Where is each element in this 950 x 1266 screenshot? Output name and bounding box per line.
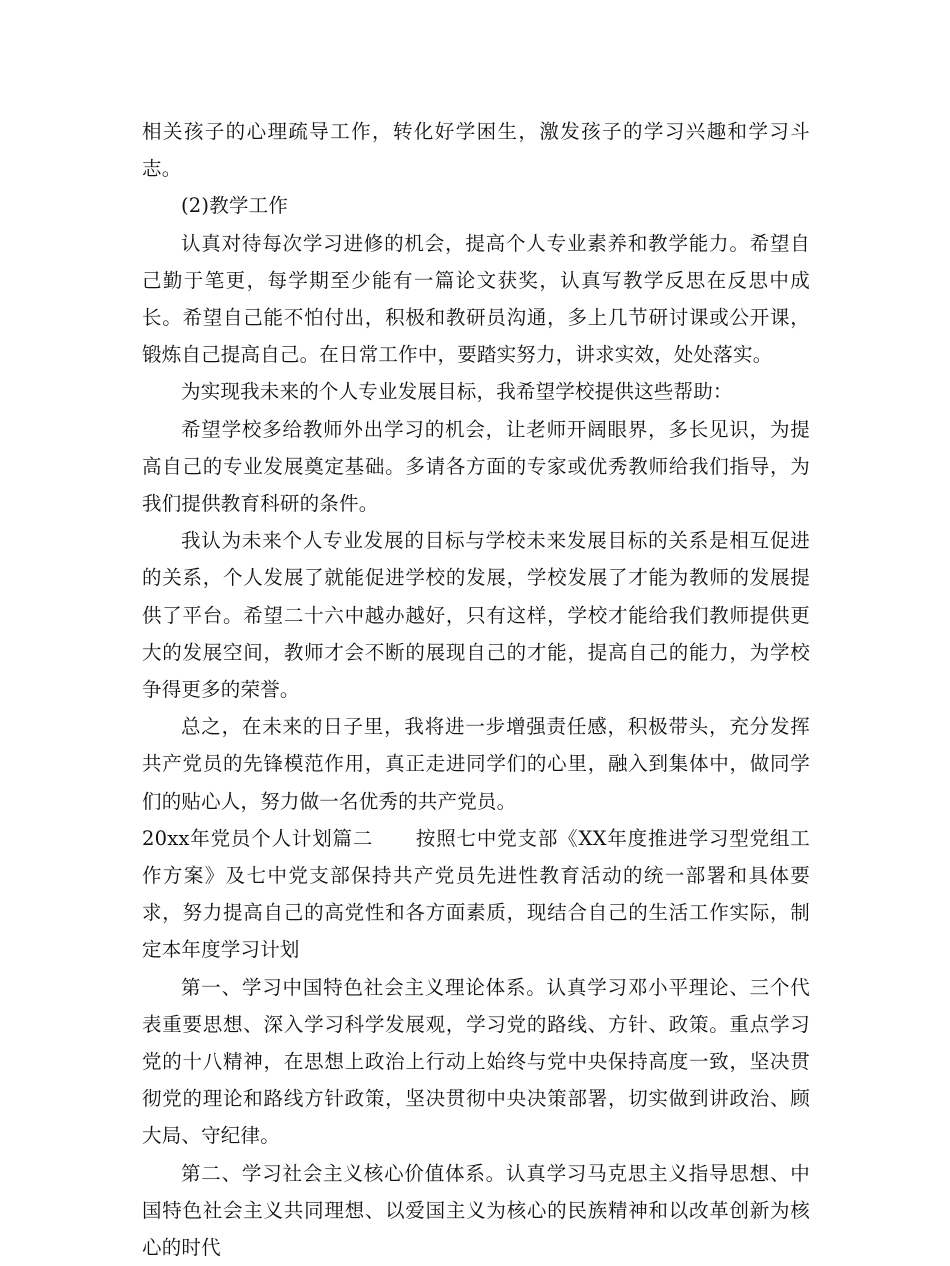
paragraph-3: 认真对待每次学习进修的机会，提高个人专业素养和教学能力。希望自己勤于笔更，每学期至少能有一篇论文获奖，认真写教学反思在反思中成长。希望自己能不怕付出，积极和教研员沟通，多上几节研讨课或公开课，锻炼自己提高自己。在日常工作中，要踏实努力，讲求实效，处处落实。 xyxy=(142,231,810,367)
paragraph-8 xyxy=(142,820,810,969)
paragraph-4: 为实现我未来的个人专业发展目标，我希望学校提供这些帮助： xyxy=(181,380,733,404)
paragraph-7: 总之，在未来的日子里，我将进一步增强责任感，积极带头，充分发挥共产党员的先锋模范作用，真正走进同学们的心里，融入到集体中，做同学们的贴心人，努力做一名优秀的共产党员。 xyxy=(142,715,810,813)
document-body xyxy=(142,113,810,1266)
article-title: 20xx年党员个人计划篇二 xyxy=(142,826,374,850)
paragraph-8-text: 按照七中党支部《XX年度推进学习型党组工作方案》及七中党支部保持共产党员先进性教育活动的统一部署和具体要求，努力提高自己的高党性和各方面素质，现结合自己的生活工作实际，制定本年度学习计划 xyxy=(142,826,810,962)
section-heading-teaching: (2)教学工作 xyxy=(181,194,289,218)
paragraph-9: 第一、学习中国特色社会主义理论体系。认真学习邓小平理论、三个代表重要思想、深入学习科学发展观，学习党的路线、方针、政策。重点学习党的十八精神，在思想上政治上行动上始终与党中央保持高度一致，坚决贯彻党的理论和路线方针政策，坚决贯彻中央决策部署，切实做到讲政治、顾大局、守纪律。 xyxy=(142,975,810,1148)
paragraph-5: 希望学校多给教师外出学习的机会，让老师开阔眼界，多长见识，为提高自己的专业发展奠定基础。多请各方面的专家或优秀教师给我们指导，为我们提供教育科研的条件。 xyxy=(142,417,810,516)
paragraph-6: 我认为未来个人专业发展的目标与学校未来发展目标的关系是相互促进的关系，个人发展了就能促进学校的发展，学校发展了才能为教师的发展提供了平台。希望二十六中越办越好，只有这样，学校才能给我们教师提供更大的发展空间，教师才会不断的展现自己的才能，提高自己的能力，为学校争得更多的荣誉。 xyxy=(142,529,810,702)
paragraph-10: 第二、学习社会主义核心价值体系。认真学习马克思主义指导思想、中国特色社会主义共同理想、以爱国主义为核心的民族精神和以改革创新为核心的时代 xyxy=(142,1161,810,1260)
paragraph-1: 相关孩子的心理疏导工作，转化好学困生，激发孩子的学习兴趣和学习斗志。 xyxy=(142,120,810,181)
